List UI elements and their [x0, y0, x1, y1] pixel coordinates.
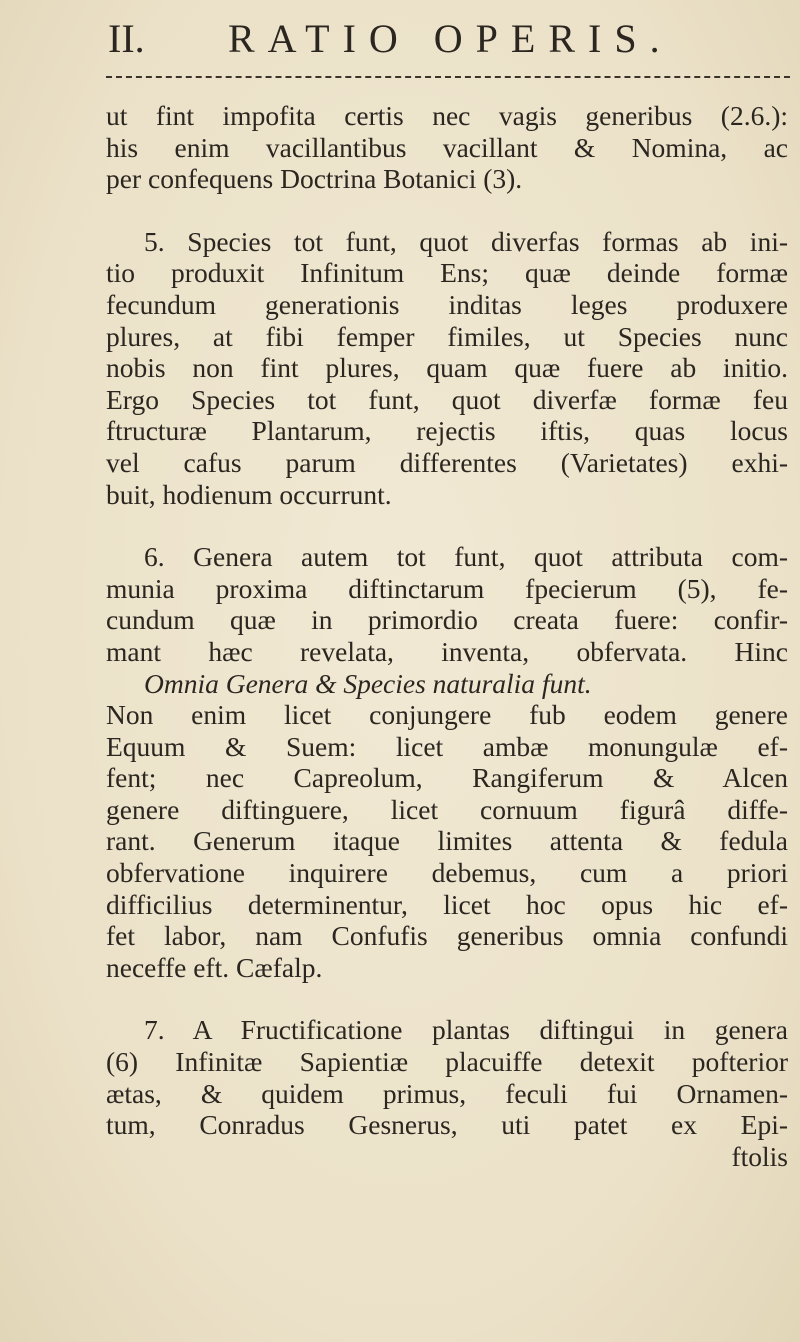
text-line: fent; nec Capreolum, Rangiferum & Alcen: [106, 762, 788, 794]
body-text: [106, 100, 788, 1172]
text-line: Ergo Species tot funt, quot diverfæ formæ feu: [106, 383, 788, 415]
folio-number: II.: [108, 16, 145, 61]
text-line: plures, at fibi femper fimiles, ut Species nunc: [106, 320, 788, 352]
text-line: difficilius determinentur, licet hoc opus hic ef-: [106, 888, 788, 920]
page-header: [108, 14, 788, 64]
text-line: obfervatione inquirere debemus, cum a priori: [106, 857, 788, 889]
text-line: munia proxima diftinctarum fpecierum (5), fe-: [106, 572, 788, 604]
text-line: fecundum generationis inditas leges produxere: [106, 288, 788, 320]
text-line: mant hæc revelata, inventa, obfervata. Hinc: [106, 635, 788, 667]
header-rule: [106, 76, 790, 78]
paragraph-3: [106, 541, 788, 983]
text-line: ftructuræ Plantarum, rejectis iftis, quas locus: [106, 415, 788, 447]
text-line: neceffe eft. Cæfalp.: [106, 951, 323, 983]
text-line: buit, hodienum occurrunt.: [106, 478, 392, 510]
text-line-italic: [106, 668, 788, 700]
paragraph-4: [106, 1014, 788, 1172]
text-line: (6) Infinitæ Sapientiæ placuiffe detexit pofterior: [106, 1046, 788, 1078]
running-title: RATIO OPERIS.: [228, 16, 673, 61]
text-line: cundum quæ in primordio creata fuere: confir-: [106, 604, 788, 636]
paragraph-1: [106, 100, 788, 195]
text-line: Non enim licet conjungere fub eodem genere: [106, 699, 788, 731]
text-line: nobis non fint plures, quam quæ fuere ab initio.: [106, 352, 788, 384]
text-line: Equum & Suem: licet ambæ monungulæ ef-: [106, 730, 788, 762]
text-line: 6. Genera autem tot funt, quot attributa com-: [144, 541, 788, 573]
text-line: his enim vacillantibus vacillant & Nomina, ac: [106, 131, 788, 163]
text-line: genere diftinguere, licet cornuum figurâ diffe-: [106, 793, 788, 825]
text-line: ætas, & quidem primus, feculi fui Ornamen-: [106, 1077, 788, 1109]
text-line: 7. A Fructificatione plantas diftingui in genera: [144, 1014, 788, 1046]
paragraph-2: [106, 226, 788, 510]
text-line: per confequens Doctrina Botanici (3).: [106, 163, 523, 195]
text-line: fet labor, nam Confufis generibus omnia confundi: [106, 920, 788, 952]
text-line: rant. Generum itaque limites attenta & fedula: [106, 825, 788, 857]
text-line: vel cafus parum differentes (Varietates) exhi-: [106, 446, 788, 478]
text-line: 5. Species tot funt, quot diverfas formas ab ini-: [144, 225, 788, 257]
text-line: tio produxit Infinitum Ens; quæ deinde formæ: [106, 257, 788, 289]
text-line: tum, Conradus Gesnerus, uti patet ex Epi-: [106, 1109, 788, 1141]
text-line: ut fint impofita certis nec vagis generibus (2.6.):: [106, 100, 788, 131]
catchword: ftolis: [731, 1140, 788, 1172]
italic-text: Omnia Genera & Species naturalia funt.: [144, 667, 592, 699]
